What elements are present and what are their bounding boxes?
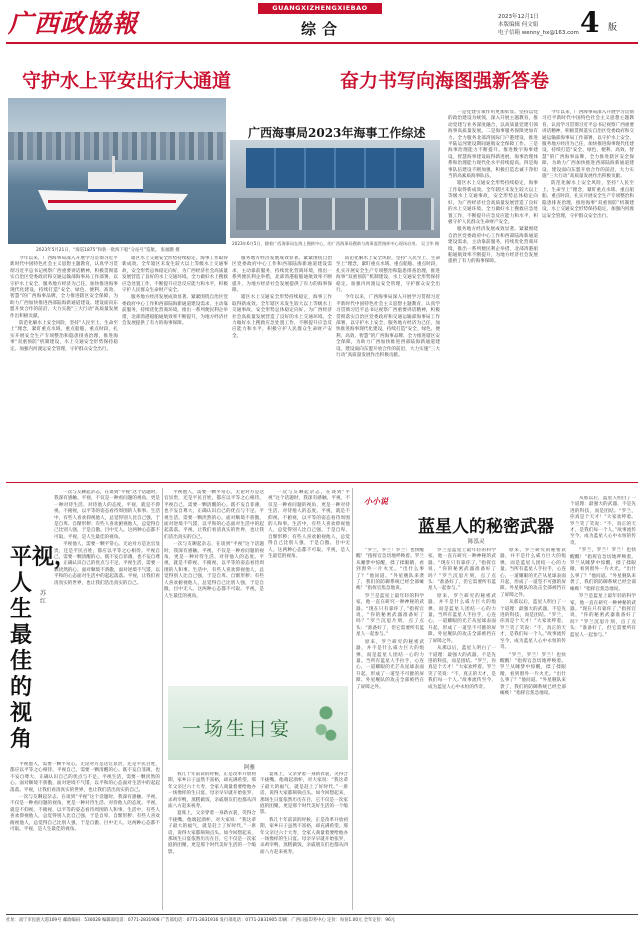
blue-star-col-3: 原来，罗兰研究的秘密武器，并不是什么威力巨大的炮弹，而是蓝星人团结一心的力量。当所有蓝星人手拉手，心连心，一道耀眼的光芒从星球表面升起，形成了一道坚不可摧的屏障。外星舰队的攻击全部被挡在了屏障之外。 从那以后，蓝星人明白了一个道理：最强大的武器，不是先进的科技，而是团结。“罗兰，你真是个天才！”大家欢呼着。罗兰笑了笑说：“不，真正的天才，是我们每一个人。”故事流传至今，成为蓝星人心中永恒的传奇。 “罗兰，罗兰！罗兰！也快醒醒！”指挥官急切地呼唤着。罗兰从睡梦中惊醒，揉了揉眼睛，看到窗外一片火光。“出什么事了？”他问道。“外星舰队来袭了，我们的防御系统已经全部瘫痪！”指挥官焦急地说。 xyxy=(500,548,566,696)
story-divider xyxy=(352,488,353,910)
video-wall xyxy=(246,148,424,188)
blue-star-headline: 蓝星人的秘密武器 xyxy=(418,517,554,537)
ship-stripe xyxy=(48,200,176,203)
page-editor: 本版编辑 何文娟 xyxy=(498,22,539,28)
masthead-rule xyxy=(6,42,638,44)
essay-col-4: 一次与友聊起杂志，在谈到“平视”这个话题时，我深有感触。平视，不仅是一种看问题的视角，更是一种对待生活、对待他人的态度。平视，就是不仰视、不俯视，以平等的姿态看待周围的人和事。生活中，有些人喜欢仰视他人，总觉得别人比自己强，于是自卑、自惭形秽；有些人喜欢俯视他人，总觉得自己比别人强，于是自傲、目中无人。这两种心态都不可取。平视，是人生最佳的视角。 xyxy=(268,490,350,560)
essay-col-2: 平视他人，需要一颗平常心。无论对方是达官显贵，还是平民百姓，都应以平等之心相待。平视自己，需要一颗清醒的心。既不妄自菲薄，也不妄自尊大，正确认识自己的优点与不足。平视生活，需要一颗淡然的心。面对顺境不骄傲，面对逆境不气馁，以平和的心态面对生活中的起起落落。平视，让我们看清真实的世界，也让我们活出真实的自己。 一次与友聊起杂志，在谈到“平视”这个话题时，我深有感触。平视，不仅是一种看问题的视角，更是一种对待生活、对待他人的态度。平视，就是不仰视、不俯视，以平等的姿态看待周围的人和事。生活中，有些人喜欢仰视他人，总觉得别人比自己强，于是自卑、自惭形秽；有些人喜欢俯视他人，总觉得自己比别人强，于是自傲、目中无人。这两种心态都不可取。平视，是人生最佳的视角。 xyxy=(10,762,160,833)
blue-star-byline: 陈泓灵 xyxy=(468,539,485,545)
pinyin-banner: GUANGXIZHENGXIEBAO xyxy=(258,3,382,14)
lead-subhead: 广西海事局2023年海事工作综述 xyxy=(248,126,426,140)
logo: 广西政協報 xyxy=(8,9,139,38)
blue-star-col-4: 从那以后，蓝星人明白了一个道理：最强大的武器，不是先进的科技，而是团结。“罗兰，你真是个天才！”大家欢呼着。罗兰笑了笑说：“不，真正的天才，是我们每一个人。”故事流传至今，成为蓝星人心中永恒的传奇。 “罗兰，罗兰！罗兰！也快醒醒！”指挥官急切地呼唤着。罗兰从睡梦中惊醒，揉了揉眼睛，看到窗外一片火光。“出什么事了？”他问道。“外星舰队来袭了，我们的防御系统已经全部瘫痪！”指挥官焦急地说。 罗兰是蓝星上最年轻的科学家，他一直在研究一种神秘的武器。“现在只有靠你了，”指挥官说，“你的秘密武器准备好了吗？”罗兰沉思片刻，点了点头：“准备好了，但它需要所有蓝星人一起参与。” xyxy=(570,496,636,638)
page-number: 4 xyxy=(580,6,600,39)
feast-byline: 阿雅 xyxy=(244,765,256,771)
page-unit: 版 xyxy=(608,23,618,33)
lead-col-4: 防范化解水上安全风险，坚持“人民至上、生命至上”理念，紧盯重点水域、重点船舶、重点时段，扎实开展安全生产专项整治和隐患排查治理，推进海事“双重预防”机制建设，水上交通安全形势保持稳定。加强内河渡运安全管理，守护群众安全出行。 今年以来，广西海事局深入开展学习贯彻习近平新时代中国特色社会主义思想主题教育，认真学习贯彻习近平总书记视察广西重要讲话精神，积极贯彻落实自治区党委政府和交通运输部海事局工作部署，以守护水上安全、服务地方经济为己任，加快推进海事现代化建设，持续打造“安全、绿色、便利、高效、智慧”的广西海事品牌，全力推进辖区安全保障，为助力广西加快推进西部陆海新通道建设、建设面向东盟开放合作的前沿，大力实施“三大行动”高质量发展作出积极贡献。 xyxy=(336,256,440,359)
feast-headline: 一场生日宴 xyxy=(182,718,293,740)
console-desks xyxy=(236,198,434,230)
essay-col-3: 平视他人，需要一颗平常心。无论对方是达官显贵，还是平民百姓，都应以平等之心相待。平视自己，需要一颗清醒的心。既不妄自菲薄，也不妄自尊大，正确认识自己的优点与不足。平视生活，需要一颗淡然的心。面对顺境不骄傲，面对逆境不气馁，以平和的心态面对生活中的起起落落。平视，让我们看清真实的世界，也让我们活出真实的自己。 一次与友聊起杂志，在谈到“平视”这个话题时，我深有感触。平视，不仅是一种看问题的视角，更是一种对待生活、对待他人的态度。平视，就是不仰视、不俯视，以平等的姿态看待周围的人和事。生活中，有些人喜欢仰视他人，总觉得别人比自己强，于是自卑、自惭形秽；有些人喜欢俯视他人，总觉得自己比别人强，于是自傲、目中无人。这两种心态都不可取。平视，是人生最佳的视角。 xyxy=(164,490,264,599)
column-label: 小小说 xyxy=(364,497,388,506)
footer-rule xyxy=(6,914,638,915)
lead-col-5: 一是党建引领作用更加彰显。坚持以党的政治建设为统领，深入开展主题教育，推动党建与业务深度融合，以高质量党建引领海事高质量发展。二是海事服务保障更加有力。全力服务北部湾国际门户港建设，推进平陆运河建设期间通航安全保障工作。三是海事治理能力不断提升。推进数字海事建设，智慧海事建设取得新进展，海事治理体系和治理能力现代化水平持续提高。四是海事队伍建设不断加强，积极打造忠诚干净担当的高素质海事队伍。 辖区水上交通安全形势持续稳定，海事工作取得新成效。全年辖区未发生较大以上等级水上交通事故，安全形势总体稳定向好，为广西经济社会高质量发展营造了良好的水上交通环境。全力做好水上搜救应急处置工作，不断提升应急反应能力和水平，积极守护人民群众生命财产安全。 服务地方经济发展成效显著。紧紧围绕自治区党委政府中心工作和西部陆海新通道建设需求，主动靠前服务，持续优化营商环境，推出一系列便民利企举措，北部湾港船舶通航效率不断提升，为地方经济社会发展提供了有力的海事保障。 xyxy=(448,110,538,265)
lead-col-1: 今年以来，广西海事局深入开展学习贯彻习近平新时代中国特色社会主义思想主题教育，认真学习贯彻习近平总书记视察广西重要讲话精神，积极贯彻落实自治区党委政府和交通运输部海事局工作部署，以守护水上安全、服务地方经济为己任，加快推进海事现代化建设，持续打造“安全、绿色、便利、高效、智慧”的广西海事品牌，全力推进辖区安全保障，为助力广西加快推进西部陆海新通道建设、建设面向东盟开放合作的前沿，大力实施“三大行动”高质量发展作出积极贡献。 防范化解水上安全风险，坚持“人民至上、生命至上”理念，紧盯重点水域、重点船舶、重点时段，扎实开展安全生产专项整治和隐患排查治理，推进海事“双重预防”机制建设，水上交通安全形势保持稳定。加强内河渡运安全管理，守护群众安全出行。 xyxy=(10,256,118,352)
lead-headline-right: 奋力书写向海图强新答卷 xyxy=(340,70,550,92)
essay-byline: 苏红 xyxy=(40,590,47,605)
lead-col-6: 今年以来，广西海事局深入开展学习贯彻习近平新时代中国特色社会主义思想主题教育，认真学习贯彻习近平总书记视察广西重要讲话精神，积极贯彻落实自治区党委政府和交通运输部海事局工作部署，以守护水上安全、服务地方经济为己任，加快推进海事现代化建设，持续打造“安全、绿色、便利、高效、智慧”的广西海事品牌，全力推进辖区安全保障，为助力广西加快推进西部陆海新通道建设、建设面向东盟开放合作的前沿，大力实施“三大行动”高质量发展作出积极贡献。 防范化解水上安全风险，坚持“人民至上、生命至上”理念，紧盯重点水域、重点船舶、重点时段，扎实开展安全生产专项整治和隐患排查治理，推进海事“双重预防”机制建设，水上交通安全形势保持稳定。加强内河渡运安全管理，守护群众安全出行。 xyxy=(542,110,634,219)
lead-headline-left: 守护水上平安出行大通道 xyxy=(22,70,232,92)
footer-info: 社址：南宁市民族大道109号 邮政编码：530028 编辑部电话：0771-2831908 广告部电话：0771-2831916 发行部电话：0771-2831905 印刷：广西日报印务中心 定价：每份1.00元 全年定价：96元 xyxy=(6,918,395,923)
plant-decoration xyxy=(314,696,338,752)
ship-cabin xyxy=(88,172,143,192)
feast-col-1: 我几十年前读的时候，正是改革开放初期，家乡日子虽然不富裕，却充满希望。那年父亲过六十大寿，全家人商量着要给他办一场像样的生日宴。母亲早早就开始张罗，杀鸡宰鸭，蒸糕做饭，亲戚朋友们也都从四面八方赶来祝寿。 宴席上，父亲穿着一身新衣裳，笑得合不拢嘴。他端起酒杯，对大家说：“我这辈子最大的福气，就是赶上了好时代。”一席话，说得大家都频频点头。如今回想起来，那场生日宴依然历历在目，它不仅是一次家庭的团聚，更是那个时代美好生活的一个缩影。 xyxy=(168,772,256,855)
photo1-caption: 2023年5月21日，“海巡1875”和新一批海下船“分站号”巡航。 张福鹏 摄 xyxy=(36,248,180,253)
skyline xyxy=(8,132,226,160)
section-title: 综合 xyxy=(300,20,343,38)
issue-date: 2023年12月1日 xyxy=(498,14,539,20)
harbor-ship-photo xyxy=(8,98,226,244)
ship-mast xyxy=(112,156,115,174)
essay-headline-1: 平视， xyxy=(10,544,77,570)
lead-col-2: 辖区水上交通安全形势持续稳定，海事工作取得新成效。全年辖区未发生较大以上等级水上交通事故，安全形势总体稳定向好，为广西经济社会高质量发展营造了良好的水上交通环境。全力做好水上搜救应急处置工作，不断提升应急反应能力和水平，积极守护人民群众生命财产安全。 服务地方经济发展成效显著。紧紧围绕自治区党委政府中心工作和西部陆海新通道建设需求，主动靠前服务，持续优化营商环境，推出一系列便民利企举措，北部湾港船舶通航效率不断提升，为地方经济社会发展提供了有力的海事保障。 xyxy=(122,256,228,327)
feast-col-2: 宴席上，父亲穿着一身新衣裳，笑得合不拢嘴。他端起酒杯，对大家说：“我这辈子最大的福气，就是赶上了好时代。”一席话，说得大家都频频点头。如今回想起来，那场生日宴依然历历在目，它不仅是一次家庭的团聚，更是那个时代美好生活的一个缩影。 我几十年前读的时候，正是改革开放初期，家乡日子虽然不富裕，却充满希望。那年父亲过六十大寿，全家人商量着要给他办一场像样的生日宴。母亲早早就开始张罗，杀鸡宰鸭，蒸糕做饭，亲戚朋友们也都从四面八方赶来祝寿。 xyxy=(260,772,348,855)
editor-email: 电子信箱 wenny_hx@163.com xyxy=(498,30,579,36)
essay-col-1: 一次与友聊起杂志，在谈到“平视”这个话题时，我深有感触。平视，不仅是一种看问题的视角，更是一种对待生活、对待他人的态度。平视，就是不仰视、不俯视，以平等的姿态看待周围的人和事。生活中，有些人喜欢仰视他人，总觉得别人比自己强，于是自卑、自惭形秽；有些人喜欢俯视他人，总觉得自己比别人强，于是自傲、目中无人。这两种心态都不可取。平视，是人生最佳的视角。 平视他人，需要一颗平常心。无论对方是达官显贵，还是平民百姓，都应以平等之心相待。平视自己，需要一颗清醒的心。既不妄自菲薄，也不妄自尊大，正确认识自己的优点与不足。平视生活，需要一颗淡然的心。面对顺境不骄傲，面对逆境不气馁，以平和的心态面对生活中的起起落落。平视，让我们看清真实的世界，也让我们活出真实的自己。 xyxy=(54,490,160,586)
essay-divider xyxy=(162,488,163,910)
blue-star-col-2: 罗兰是蓝星上最年轻的科学家，他一直在研究一种神秘的武器。“现在只有靠你了，”指挥官说，“你的秘密武器准备好了吗？”罗兰沉思片刻，点了点头：“准备好了，但它需要所有蓝星人一起参与。” 原来，罗兰研究的秘密武器，并不是什么威力巨大的炮弹，而是蓝星人团结一心的力量。当所有蓝星人手拉手，心连心，一道耀眼的光芒从星球表面升起，形成了一道坚不可摧的屏障。外星舰队的攻击全部被挡在了屏障之外。 从那以后，蓝星人明白了一个道理：最强大的武器，不是先进的科技，而是团结。“罗兰，你真是个天才！”大家欢呼着。罗兰笑了笑说：“不，真正的天才，是我们每一个人。”故事流传至今，成为蓝星人心中永恒的传奇。 xyxy=(428,548,496,690)
lead-bottom-rule xyxy=(6,482,638,483)
control-room-photo xyxy=(230,140,440,238)
masthead xyxy=(0,0,644,52)
essay-headline-2: 人生最佳的视角 xyxy=(10,570,33,752)
photo2-caption: 2023年6月5日，随着广西海事局在海上搜救中心，的广西海事局搜救与海事监管指挥中心现场启用。 吴卫华 摄 xyxy=(232,241,440,246)
blue-star-col-1: “罗兰，罗兰！罗兰！也快醒醒！”指挥官急切地呼唤着。罗兰从睡梦中惊醒，揉了揉眼睛，看到窗外一片火光。“出什么事了？”他问道。“外星舰队来袭了，我们的防御系统已经全部瘫痪！”指挥官焦急地说。 罗兰是蓝星上最年轻的科学家，他一直在研究一种神秘的武器。“现在只有靠你了，”指挥官说，“你的秘密武器准备好了吗？”罗兰沉思片刻，点了点头：“准备好了，但它需要所有蓝星人一起参与。” 原来，罗兰研究的秘密武器，并不是什么威力巨大的炮弹，而是蓝星人团结一心的力量。当所有蓝星人手拉手，心连心，一道耀眼的光芒从星球表面升起，形成了一道坚不可摧的屏障。外星舰队的攻击全部被挡在了屏障之外。 xyxy=(356,548,424,690)
feast-illustration xyxy=(168,686,348,760)
lead-col-3: 服务地方经济发展成效显著。紧紧围绕自治区党委政府中心工作和西部陆海新通道建设需求，主动靠前服务，持续优化营商环境，推出一系列便民利企举措，北部湾港船舶通航效率不断提升，为地方经济社会发展提供了有力的海事保障。 辖区水上交通安全形势持续稳定，海事工作取得新成效。全年辖区未发生较大以上等级水上交通事故，安全形势总体稳定向好，为广西经济社会高质量发展营造了良好的水上交通环境。全力做好水上搜救应急处置工作，不断提升应急反应能力和水平，积极守护人民群众生命财产安全。 xyxy=(232,256,332,339)
